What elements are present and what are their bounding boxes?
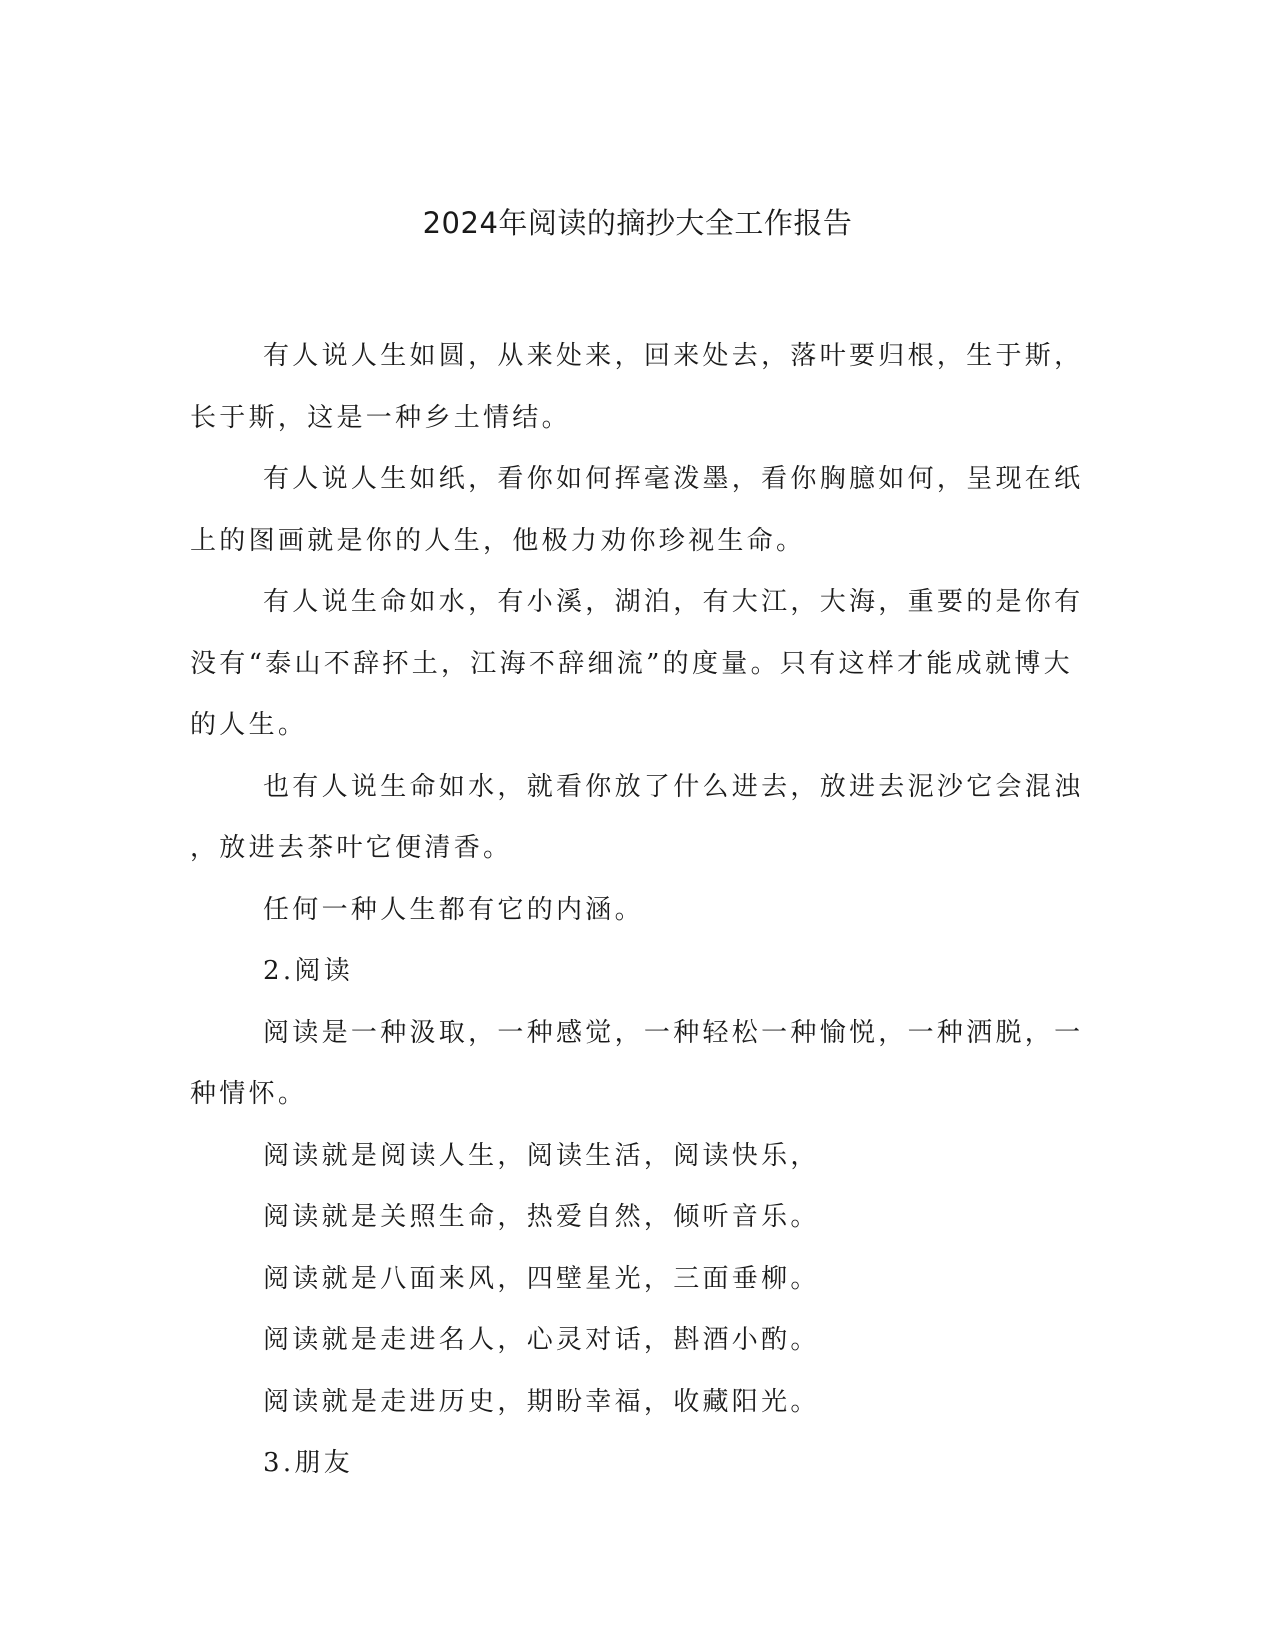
- text-line: 任何一种人生都有它的内涵。: [263, 894, 644, 925]
- paragraph: [190, 1249, 1085, 1311]
- text-line: 有人说人生如圆，从来处来，回来处去，落叶要归根，生于斯，: [263, 341, 1084, 371]
- text-line: 阅读就是关照生命，热爱自然，倾听音乐。: [263, 1202, 820, 1232]
- paragraph: [190, 1003, 1085, 1126]
- section-heading: [190, 1433, 1085, 1495]
- text-line: 有人说生命如水，有小溪，湖泊，有大江，大海，重要的是你有: [263, 587, 1084, 617]
- text-line: 种情怀。: [190, 1079, 308, 1109]
- text-line: 上的图画就是你的人生，他极力劝你珍视生命。: [190, 525, 806, 556]
- text-line: 阅读就是走进名人，心灵对话，斟酒小酌。: [263, 1325, 820, 1355]
- paragraph: [190, 1187, 1085, 1249]
- section-heading-friends: 3.朋友: [263, 1448, 354, 1478]
- text-line: 有人说人生如纸，看你如何挥毫泼墨，看你胸臆如何，呈现在纸: [263, 464, 1084, 494]
- paragraph: [190, 449, 1085, 572]
- paragraph: [190, 326, 1085, 449]
- paragraph: [190, 1372, 1085, 1434]
- section-heading: [190, 941, 1085, 1003]
- text-line: 的人生。: [190, 710, 308, 740]
- text-line: 也有人说生命如水，就看你放了什么进去，放进去泥沙它会混浊: [263, 771, 1084, 802]
- document-title: 2024年阅读的摘抄大全工作报告: [422, 206, 853, 240]
- paragraph: [190, 1126, 1085, 1188]
- section-heading-reading: 2.阅读: [263, 956, 354, 986]
- text-line: 长于斯，这是一种乡土情结。: [190, 402, 571, 433]
- document-body: [190, 326, 1085, 1495]
- paragraph: [190, 880, 1085, 942]
- text-line: 阅读就是八面来风，四壁星光，三面垂柳。: [263, 1263, 820, 1294]
- text-line: 阅读就是阅读人生，阅读生活，阅读快乐，: [263, 1140, 820, 1171]
- text-line: ，放进去茶叶它便清香。: [190, 833, 513, 863]
- text-line: 阅读就是走进历史，期盼幸福，收藏阳光。: [263, 1386, 820, 1417]
- paragraph: [190, 1310, 1085, 1372]
- text-line: 阅读是一种汲取，一种感觉，一种轻松一种愉悦，一种洒脱，一: [263, 1017, 1084, 1048]
- text-line: 没有“泰山不辞抔土，江海不辞细流”的度量。只有这样才能成就博大: [190, 648, 1073, 679]
- paragraph: [190, 572, 1085, 757]
- paragraph: [190, 757, 1085, 880]
